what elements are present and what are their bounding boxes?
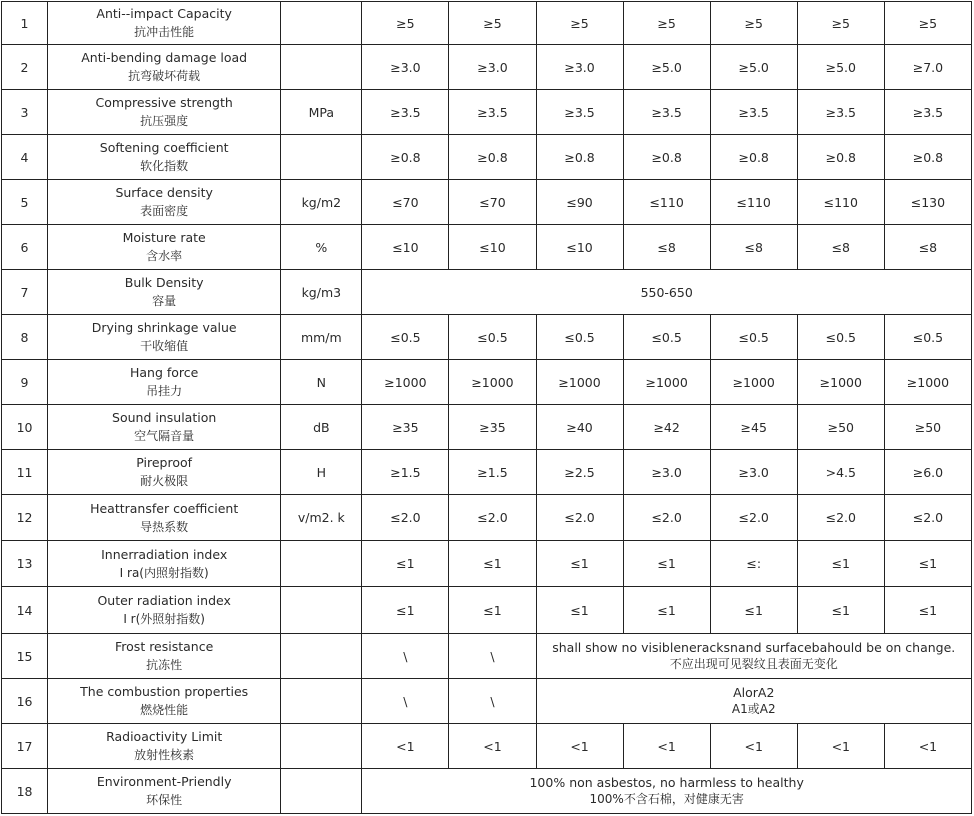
value-cell: ≥1000 xyxy=(797,360,884,405)
value-cell: ≤0.5 xyxy=(362,315,449,360)
value-cell: ≤1 xyxy=(362,587,449,634)
table-row xyxy=(2,45,972,90)
value-cell: ≥3.5 xyxy=(536,90,623,135)
item-name-zh: 含水率 xyxy=(146,249,183,263)
value-cell: ≥3.0 xyxy=(536,45,623,90)
value-cell: ≤0.5 xyxy=(797,315,884,360)
value-cell: ≥35 xyxy=(449,405,536,450)
table-row xyxy=(2,135,972,180)
value-cell: \ xyxy=(362,679,449,724)
unit-cell xyxy=(281,769,362,814)
row-number-cell: 9 xyxy=(2,360,48,405)
value-cell: ≥3.5 xyxy=(884,90,971,135)
value-cell: ≤110 xyxy=(623,180,710,225)
table-row xyxy=(2,180,972,225)
table-row xyxy=(2,634,972,679)
unit-cell: H xyxy=(281,450,362,495)
value-cell: ≥1000 xyxy=(362,360,449,405)
merged-value-en: 100% non asbestos, no harmless to healthy xyxy=(529,775,804,790)
value-cell: ≥3.5 xyxy=(623,90,710,135)
item-name-cell xyxy=(48,495,281,541)
unit-cell: mm/m xyxy=(281,315,362,360)
item-name-zh: 耐火极限 xyxy=(140,474,189,488)
item-name-cell xyxy=(48,90,281,135)
value-cell: ≥5.0 xyxy=(797,45,884,90)
row-number-cell: 16 xyxy=(2,679,48,724)
unit-cell xyxy=(281,135,362,180)
value-cell: ≤1 xyxy=(362,541,449,587)
value-cell: ≤2.0 xyxy=(884,495,971,541)
unit-cell: N xyxy=(281,360,362,405)
spec-table-body xyxy=(2,2,972,814)
value-cell: ≥3.5 xyxy=(449,90,536,135)
merged-value-en: shall show no visibleneracksnand surfacebahould be on change. xyxy=(552,640,956,655)
item-name-en: Radioactivity Limit xyxy=(106,729,223,744)
item-name-zh: 燃烧性能 xyxy=(140,703,189,717)
value-cell: <1 xyxy=(884,724,971,769)
item-name-cell xyxy=(48,541,281,587)
table-row xyxy=(2,541,972,587)
unit-cell: v/m2. k xyxy=(281,495,362,541)
value-cell: ≤130 xyxy=(884,180,971,225)
value-cell: ≥0.8 xyxy=(536,135,623,180)
value-cell: ≤2.0 xyxy=(536,495,623,541)
value-cell: ≤0.5 xyxy=(710,315,797,360)
value-cell: ≤0.5 xyxy=(884,315,971,360)
item-name-zh: 干收缩值 xyxy=(140,339,189,353)
row-number-cell: 10 xyxy=(2,405,48,450)
item-name-en: Drying shrinkage value xyxy=(91,320,237,335)
item-name-cell xyxy=(48,360,281,405)
value-cell: ≤0.5 xyxy=(536,315,623,360)
item-name-en: Environment-Priendly xyxy=(96,774,232,789)
row-number-cell: 17 xyxy=(2,724,48,769)
row-number-cell: 3 xyxy=(2,90,48,135)
value-cell: <1 xyxy=(623,724,710,769)
value-cell: ≤8 xyxy=(710,225,797,270)
item-name-cell xyxy=(48,769,281,814)
value-cell: ≤1 xyxy=(797,541,884,587)
value-cell: ≥3.5 xyxy=(797,90,884,135)
row-number-cell: 6 xyxy=(2,225,48,270)
item-name-cell xyxy=(48,450,281,495)
value-cell: ≤1 xyxy=(797,587,884,634)
value-cell: ≤1 xyxy=(449,587,536,634)
value-cell: ≥3.5 xyxy=(710,90,797,135)
value-cell: ≤1 xyxy=(884,541,971,587)
value-cell: ≤90 xyxy=(536,180,623,225)
table-row xyxy=(2,495,972,541)
value-cell: ≥3.0 xyxy=(362,45,449,90)
unit-cell xyxy=(281,45,362,90)
value-cell: ≤8 xyxy=(884,225,971,270)
value-cell: ≤2.0 xyxy=(362,495,449,541)
value-cell: ≤: xyxy=(710,541,797,587)
value-cell: ≥5.0 xyxy=(710,45,797,90)
value-cell: >4.5 xyxy=(797,450,884,495)
value-cell: ≥6.0 xyxy=(884,450,971,495)
item-name-cell xyxy=(48,270,281,315)
item-name-zh: 抗冻性 xyxy=(146,658,183,672)
merged-value-zh: 100%不含石棉，对健康无害 xyxy=(589,792,744,806)
value-cell: ≥1000 xyxy=(536,360,623,405)
value-cell: ≥0.8 xyxy=(884,135,971,180)
item-name-en: Hang force xyxy=(129,365,199,380)
value-cell: ≥2.5 xyxy=(536,450,623,495)
value-cell: ≥1000 xyxy=(623,360,710,405)
unit-cell: kg/m3 xyxy=(281,270,362,315)
item-name-zh: 软化指数 xyxy=(140,159,189,173)
value-cell: ≤1 xyxy=(884,587,971,634)
item-name-zh: 空气隔音量 xyxy=(134,429,195,443)
merged-value-zh: 不应出现可见裂纹且表面无变化 xyxy=(669,657,838,671)
merged-value-cell: 550-650 xyxy=(362,270,972,315)
item-name-en: Bulk Density xyxy=(124,275,204,290)
row-number-cell: 11 xyxy=(2,450,48,495)
value-cell: ≤8 xyxy=(623,225,710,270)
value-cell: ≥5.0 xyxy=(623,45,710,90)
value-cell: ≥35 xyxy=(362,405,449,450)
unit-cell xyxy=(281,724,362,769)
value-cell: ≥5 xyxy=(449,2,536,45)
item-name-en: Sound insulation xyxy=(112,410,217,425)
unit-cell xyxy=(281,634,362,679)
item-name-zh: 环保性 xyxy=(146,793,183,807)
value-cell: ≥5 xyxy=(797,2,884,45)
value-cell: ≤1 xyxy=(536,541,623,587)
unit-cell: MPa xyxy=(281,90,362,135)
merged-value-en: AlorA2 xyxy=(733,685,775,700)
value-cell: ≥0.8 xyxy=(710,135,797,180)
value-cell: \ xyxy=(449,634,536,679)
value-cell: ≤10 xyxy=(362,225,449,270)
value-cell: ≤8 xyxy=(797,225,884,270)
row-number-cell: 4 xyxy=(2,135,48,180)
spec-table xyxy=(1,1,972,814)
item-name-zh: 抗弯破坏荷载 xyxy=(128,69,201,83)
row-number-cell: 8 xyxy=(2,315,48,360)
value-cell: ≥1.5 xyxy=(449,450,536,495)
item-name-cell xyxy=(48,180,281,225)
value-cell: ≤2.0 xyxy=(623,495,710,541)
value-cell: ≥3.5 xyxy=(362,90,449,135)
value-cell: ≥5 xyxy=(536,2,623,45)
row-number-cell: 14 xyxy=(2,587,48,634)
table-row xyxy=(2,450,972,495)
item-name-en: Pireproof xyxy=(136,455,193,470)
table-row xyxy=(2,679,972,724)
unit-cell xyxy=(281,587,362,634)
item-name-zh: 容量 xyxy=(152,294,177,308)
item-name-cell xyxy=(48,45,281,90)
value-cell: ≥40 xyxy=(536,405,623,450)
row-number-cell: 7 xyxy=(2,270,48,315)
value-cell: ≤1 xyxy=(623,587,710,634)
row-number-cell: 5 xyxy=(2,180,48,225)
value-cell: ≤1 xyxy=(449,541,536,587)
unit-cell: kg/m2 xyxy=(281,180,362,225)
item-name-zh: 导热系数 xyxy=(140,519,189,534)
table-row xyxy=(2,769,972,814)
table-row xyxy=(2,2,972,45)
table-row xyxy=(2,315,972,360)
row-number-cell: 1 xyxy=(2,2,48,45)
unit-cell xyxy=(281,679,362,724)
value-cell: ≤1 xyxy=(623,541,710,587)
value-cell: \ xyxy=(362,634,449,679)
value-cell: ≥3.0 xyxy=(449,45,536,90)
value-cell: ≥5 xyxy=(362,2,449,45)
item-name-en: Surface density xyxy=(115,185,213,200)
item-name-cell xyxy=(48,634,281,679)
value-cell: ≤1 xyxy=(536,587,623,634)
value-cell: ≤2.0 xyxy=(710,495,797,541)
value-cell: ≥0.8 xyxy=(362,135,449,180)
item-name-zh: 吊挂力 xyxy=(146,384,183,398)
unit-cell: % xyxy=(281,225,362,270)
item-name-en: Compressive strength xyxy=(95,95,233,110)
unit-cell xyxy=(281,541,362,587)
value-cell: ≥1.5 xyxy=(362,450,449,495)
item-name-en: The combustion properties xyxy=(80,684,249,699)
table-row xyxy=(2,90,972,135)
row-number-cell: 13 xyxy=(2,541,48,587)
table-row xyxy=(2,360,972,405)
row-number-cell: 18 xyxy=(2,769,48,814)
value-cell: ≥3.0 xyxy=(623,450,710,495)
value-cell: \ xyxy=(449,679,536,724)
item-name-zh: 抗冲击性能 xyxy=(134,25,195,39)
item-name-zh: 表面密度 xyxy=(140,204,189,218)
row-number-cell: 15 xyxy=(2,634,48,679)
value-cell: ≤2.0 xyxy=(449,495,536,541)
table-row xyxy=(2,587,972,634)
value-cell: ≥0.8 xyxy=(797,135,884,180)
value-cell: ≤10 xyxy=(449,225,536,270)
value-cell: <1 xyxy=(449,724,536,769)
value-cell: ≤10 xyxy=(536,225,623,270)
unit-cell: dB xyxy=(281,405,362,450)
item-name-zh: 放射性核素 xyxy=(134,748,195,762)
item-name-cell xyxy=(48,405,281,450)
value-cell: ≥5 xyxy=(710,2,797,45)
value-cell: ≤1 xyxy=(710,587,797,634)
item-name-cell xyxy=(48,587,281,634)
merged-value-cell xyxy=(362,769,972,814)
value-cell: ≤110 xyxy=(797,180,884,225)
value-cell: ≥7.0 xyxy=(884,45,971,90)
item-name-en: Anti-bending damage load xyxy=(81,50,248,65)
table-row xyxy=(2,270,972,315)
value-cell: ≤0.5 xyxy=(623,315,710,360)
value-cell: ≥1000 xyxy=(884,360,971,405)
item-name-cell xyxy=(48,315,281,360)
merged-value-zh: A1或A2 xyxy=(731,702,776,716)
item-name-en: Innerradiation index xyxy=(101,546,228,562)
row-number-cell: 2 xyxy=(2,45,48,90)
item-name-en: Anti--impact Capacity xyxy=(96,6,232,21)
item-name-en: Frost resistance xyxy=(115,639,214,654)
value-cell: ≤70 xyxy=(362,180,449,225)
value-cell: ≤70 xyxy=(449,180,536,225)
item-name-zh: I r(外照射指数) xyxy=(123,612,205,626)
value-cell: <1 xyxy=(710,724,797,769)
value-cell: ≥45 xyxy=(710,405,797,450)
item-name-cell xyxy=(48,2,281,45)
value-cell: ≥50 xyxy=(797,405,884,450)
value-cell: ≥0.8 xyxy=(623,135,710,180)
value-cell: ≥0.8 xyxy=(449,135,536,180)
value-cell: ≥50 xyxy=(884,405,971,450)
value-cell: ≥5 xyxy=(623,2,710,45)
item-name-cell xyxy=(48,135,281,180)
row-number-cell: 12 xyxy=(2,495,48,541)
merged-value-cell xyxy=(536,679,971,724)
item-name-zh: 抗压强度 xyxy=(140,114,189,128)
value-cell: ≥3.0 xyxy=(710,450,797,495)
value-cell: ≤110 xyxy=(710,180,797,225)
item-name-en: Moisture rate xyxy=(122,230,206,245)
value-cell: ≥42 xyxy=(623,405,710,450)
value-cell: <1 xyxy=(797,724,884,769)
item-name-cell xyxy=(48,724,281,769)
value-cell: ≤0.5 xyxy=(449,315,536,360)
table-row xyxy=(2,225,972,270)
item-name-en: Heattransfer coefficient xyxy=(90,500,239,516)
item-name-en: Softening coefficient xyxy=(99,140,229,155)
item-name-en: Outer radiation index xyxy=(97,593,231,608)
item-name-cell xyxy=(48,679,281,724)
merged-value-cell xyxy=(536,634,971,679)
table-row xyxy=(2,405,972,450)
unit-cell xyxy=(281,2,362,45)
item-name-cell xyxy=(48,225,281,270)
value-cell: ≥1000 xyxy=(710,360,797,405)
value-cell: <1 xyxy=(536,724,623,769)
item-name-zh: I ra(内照射指数) xyxy=(119,565,209,580)
value-cell: ≤2.0 xyxy=(797,495,884,541)
value-cell: ≥1000 xyxy=(449,360,536,405)
table-row xyxy=(2,724,972,769)
value-cell: ≥5 xyxy=(884,2,971,45)
value-cell: <1 xyxy=(362,724,449,769)
